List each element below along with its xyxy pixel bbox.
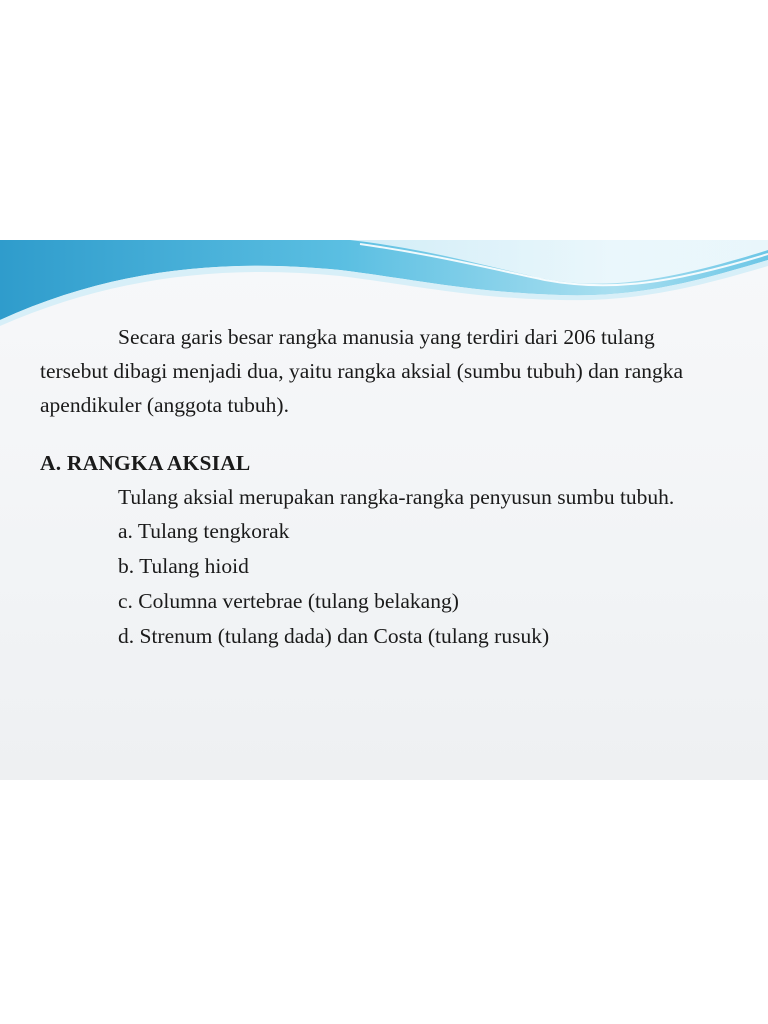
slide-content [40,320,720,654]
list-item: d. Strenum (tulang dada) dan Costa (tulang rusuk) [118,624,550,648]
wave-decoration [0,240,768,330]
list-item: a. Tulang tengkorak [118,519,290,543]
section-description: Tulang aksial merupakan rangka-rangka penyusun sumbu tubuh. [118,485,675,509]
slide [0,240,768,780]
list-item: c. Columna vertebrae (tulang belakang) [118,589,459,613]
bone-list [40,514,720,654]
section-heading: A. RANGKA AKSIAL [40,451,251,475]
intro-paragraph: Secara garis besar rangka manusia yang terdiri dari 206 tulang tersebut dibagi menjadi dua, yaitu rangka aksial (sumbu tubuh) dan rangka apendikuler (anggota tubuh). [40,325,684,417]
list-item: b. Tulang hioid [118,554,249,578]
